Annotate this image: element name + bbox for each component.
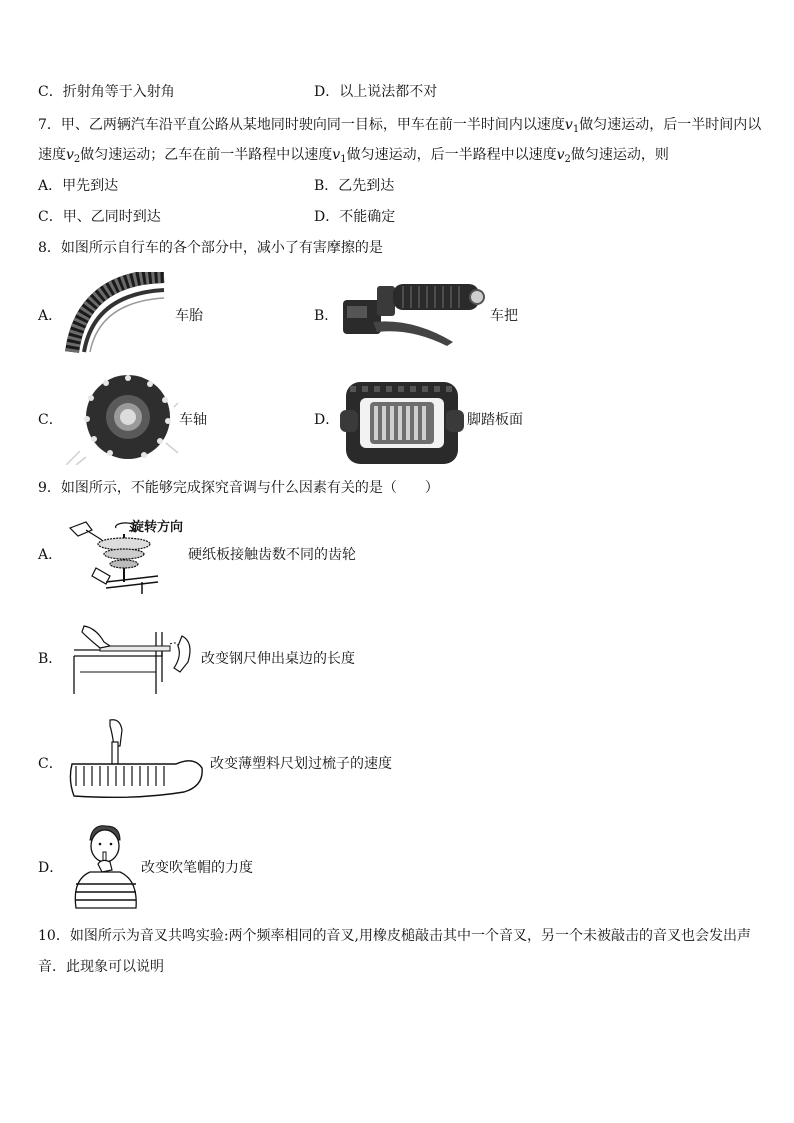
- q9-option-a-text: 硬纸板接触齿数不同的齿轮: [188, 547, 356, 563]
- q8-option-d-letter: D．: [314, 412, 340, 428]
- q8-option-c-text: 车轴: [179, 412, 207, 428]
- q10-stem-line2: 音．此现象可以说明: [38, 959, 164, 975]
- boy-blowing-pen-cap-image: [66, 822, 142, 910]
- bicycle-tire-image: [64, 272, 168, 354]
- bicycle-handlebar-image: [343, 278, 485, 346]
- q10-stem-line1: 10．如图所示为音叉共鸣实验:两个频率相同的音叉,用橡皮槌敲击其中一个音叉，另一个未被敲击的音叉也会发出声: [38, 928, 751, 944]
- q7-option-c: C．甲、乙同时到达: [38, 209, 161, 225]
- q6-option-d: D．以上说法都不对: [314, 84, 438, 100]
- q8-stem: 8．如图所示自行车的各个部分中，减小了有害摩擦的是: [38, 240, 383, 256]
- q9-option-c-letter: C．: [38, 756, 63, 772]
- q7-option-b: B．乙先到达: [314, 178, 395, 194]
- q7-option-a: A．甲先到达: [38, 178, 119, 194]
- q9-option-c-text: 改变薄塑料尺划过梳子的速度: [210, 756, 392, 772]
- q9-option-d-text: 改变吹笔帽的力度: [141, 860, 253, 876]
- q8-option-b-text: 车把: [490, 308, 518, 324]
- q6-option-c: C．折射角等于入射角: [38, 84, 175, 100]
- q9-option-d-letter: D．: [38, 860, 64, 876]
- q9-option-b-letter: B．: [38, 651, 63, 667]
- q9-stem: 9．如图所示，不能够完成探究音调与什么因素有关的是（ ）: [38, 480, 439, 496]
- q9-option-b-text: 改变钢尺伸出桌边的长度: [201, 651, 355, 667]
- q7-option-d: D．不能确定: [314, 209, 396, 225]
- steel-ruler-on-table-image: [70, 622, 198, 694]
- q8-option-d-text: 脚踏板面: [467, 412, 523, 428]
- bicycle-axle-hub-image: [66, 373, 178, 465]
- q8-option-a-text: 车胎: [175, 308, 203, 324]
- q8-option-a-letter: A．: [38, 308, 63, 324]
- rotation-direction-label: 旋转方向: [131, 520, 184, 535]
- q9-option-a-letter: A．: [38, 547, 63, 563]
- q8-option-b-letter: B．: [314, 308, 339, 324]
- comb-and-plastic-ruler-image: [66, 716, 206, 802]
- q8-option-c-letter: C．: [38, 412, 63, 428]
- q7-stem-line2: 速度$v_2$做匀速运动；乙车在前一半路程中以速度$v_1$做匀速运动，后一半路程中以速度$v_2$做匀速运动，则: [38, 147, 669, 165]
- q7-stem-line1: 7．甲、乙两辆汽车沿平直公路从某地同时驶向同一目标，甲车在前一半时间内以速度$v_1$做匀速运动，后一半时间内以: [38, 117, 762, 135]
- bicycle-pedal-image: [340, 378, 464, 468]
